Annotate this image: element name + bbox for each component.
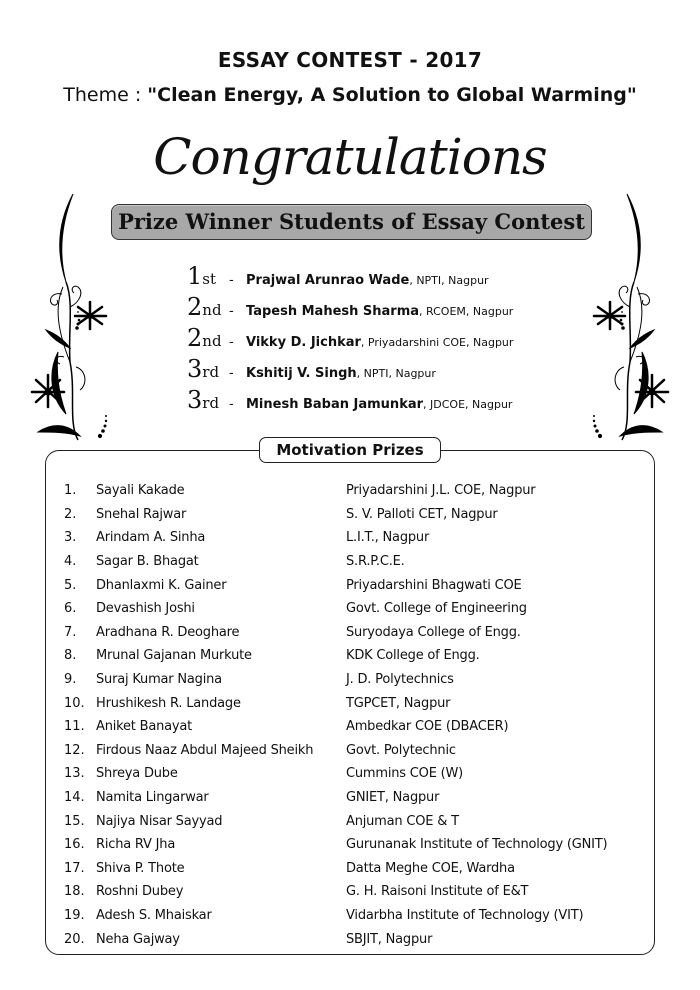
student-institute: Cummins COE (W) <box>346 766 464 782</box>
student-name: Shiva P. Thote <box>96 860 185 876</box>
student-name: Sayali Kakade <box>96 483 185 499</box>
motivation-prize-row <box>64 762 644 786</box>
rank-suffix: rd <box>202 394 220 412</box>
motivation-prize-row <box>64 691 644 715</box>
student-name: Devashish Joshi <box>96 601 195 617</box>
student-name: Shreya Dube <box>96 766 178 782</box>
winner-name: Kshitij V. Singh <box>246 366 357 381</box>
entry-number: 1. <box>64 483 77 499</box>
entry-number: 8. <box>64 648 77 664</box>
entry-number: 18. <box>64 884 85 900</box>
motivation-prize-row <box>64 573 644 597</box>
student-name: Richa RV Jha <box>96 837 176 853</box>
winner-rank <box>187 293 229 321</box>
student-name: Aniket Banayat <box>96 719 193 735</box>
student-name: Dhanlaxmi K. Gainer <box>96 577 227 593</box>
separator-dash: - <box>229 366 234 381</box>
rank-number: 3 <box>187 386 203 414</box>
motivation-prize-row <box>64 809 644 833</box>
entry-number: 11. <box>64 719 85 735</box>
entry-number: 2. <box>64 506 77 522</box>
student-institute: Gurunanak Institute of Technology (GNIT) <box>346 837 608 853</box>
theme-line <box>0 84 700 106</box>
student-institute: G. H. Raisoni Institute of E&T <box>346 884 529 900</box>
entry-number: 9. <box>64 672 77 688</box>
rank-number: 1 <box>187 262 203 290</box>
winner-name: Prajwal Arunrao Wade <box>246 273 410 288</box>
contest-title: ESSAY CONTEST - 2017 <box>217 48 483 72</box>
student-name: Snehal Rajwar <box>96 506 187 522</box>
student-name: Najiya Nisar Sayyad <box>96 813 223 829</box>
student-name: Adesh S. Mhaiskar <box>96 907 212 923</box>
entry-number: 14. <box>64 790 85 806</box>
winner-institute: , Priyadarshini COE, Nagpur <box>360 336 514 349</box>
student-name: Arindam A. Sinha <box>96 530 206 546</box>
winner-rank <box>187 324 229 352</box>
student-institute: TGPCET, Nagpur <box>346 695 451 711</box>
rank-suffix: st <box>202 270 217 288</box>
student-name: Neha Gajway <box>96 931 180 947</box>
rank-number: 2 <box>187 293 203 321</box>
winner-rank <box>187 262 229 290</box>
motivation-prizes-title: Motivation Prizes <box>259 437 441 463</box>
rank-suffix: nd <box>202 301 222 319</box>
winner-name: Tapesh Mahesh Sharma <box>246 304 420 319</box>
entry-number: 19. <box>64 907 85 923</box>
student-institute: Vidarbha Institute of Technology (VIT) <box>346 907 584 923</box>
motivation-prize-row <box>64 621 644 645</box>
entry-number: 12. <box>64 742 85 758</box>
prize-winner-banner: Prize Winner Students of Essay Contest <box>111 204 592 240</box>
entry-number: 13. <box>64 766 85 782</box>
separator-dash: - <box>229 397 234 412</box>
motivation-prize-row <box>64 668 644 692</box>
student-institute: Priyadarshini J.L. COE, Nagpur <box>346 483 536 499</box>
student-institute: Govt. Polytechnic <box>346 742 456 758</box>
student-institute: J. D. Polytechnics <box>346 672 454 688</box>
student-name: Suraj Kumar Nagina <box>96 672 222 688</box>
entry-number: 15. <box>64 813 85 829</box>
student-institute: Anjuman COE & T <box>346 813 459 829</box>
winner-institute: , JDCOE, Nagpur <box>423 398 513 411</box>
student-institute: L.I.T., Nagpur <box>346 530 430 546</box>
rank-number: 3 <box>187 355 203 383</box>
student-institute: Priyadarshini Bhagwati COE <box>346 577 522 593</box>
congratulations-heading: Congratulations <box>153 128 547 186</box>
motivation-prize-row <box>64 597 644 621</box>
motivation-prize-row <box>64 715 644 739</box>
winner-row <box>187 386 547 417</box>
theme-value: "Clean Energy, A Solution to Global Warming" <box>147 84 637 106</box>
winner-row <box>187 262 547 293</box>
entry-number: 3. <box>64 530 77 546</box>
winner-name: Vikky D. Jichkar <box>246 335 361 350</box>
entry-number: 16. <box>64 837 85 853</box>
entry-number: 17. <box>64 860 85 876</box>
motivation-prize-row <box>64 833 644 857</box>
student-institute: Ambedkar COE (DBACER) <box>346 719 509 735</box>
motivation-prize-row <box>64 550 644 574</box>
motivation-prize-row <box>64 786 644 810</box>
student-name: Roshni Dubey <box>96 884 184 900</box>
student-institute: Datta Meghe COE, Wardha <box>346 860 515 876</box>
student-institute: S. V. Palloti CET, Nagpur <box>346 506 498 522</box>
student-institute: Govt. College of Engineering <box>346 601 527 617</box>
student-institute: KDK College of Engg. <box>346 648 480 664</box>
motivation-prize-row <box>64 927 644 951</box>
winner-institute: , RCOEM, Nagpur <box>419 305 514 318</box>
entry-number: 6. <box>64 601 77 617</box>
motivation-prize-row <box>64 526 644 550</box>
entry-number: 10. <box>64 695 85 711</box>
motivation-prize-row <box>64 479 644 503</box>
winner-institute: , NPTI, Nagpur <box>409 274 489 287</box>
entry-number: 5. <box>64 577 77 593</box>
winner-rank <box>187 355 229 383</box>
student-name: Sagar B. Bhagat <box>96 554 199 570</box>
entry-number: 7. <box>64 624 77 640</box>
student-institute: SBJIT, Nagpur <box>346 931 433 947</box>
winner-row <box>187 355 547 386</box>
motivation-prize-row <box>64 880 644 904</box>
student-name: Mrunal Gajanan Murkute <box>96 648 252 664</box>
student-name: Hrushikesh R. Landage <box>96 695 241 711</box>
student-name: Firdous Naaz Abdul Majeed Sheikh <box>96 742 314 758</box>
rank-suffix: rd <box>202 363 220 381</box>
winner-name: Minesh Baban Jamunkar <box>246 397 424 412</box>
student-institute: Suryodaya College of Engg. <box>346 624 521 640</box>
student-institute: GNIET, Nagpur <box>346 790 440 806</box>
motivation-prize-row <box>64 503 644 527</box>
rank-number: 2 <box>187 324 203 352</box>
winner-row <box>187 324 547 355</box>
theme-label: Theme : <box>63 84 148 106</box>
student-name: Aradhana R. Deoghare <box>96 624 240 640</box>
student-name: Namita Lingarwar <box>96 790 209 806</box>
motivation-prize-row <box>64 904 644 928</box>
floral-vine-icon <box>582 192 682 444</box>
motivation-prize-row <box>64 857 644 881</box>
separator-dash: - <box>229 335 234 350</box>
floral-vine-icon <box>18 192 118 444</box>
separator-dash: - <box>229 273 234 288</box>
rank-suffix: nd <box>202 332 222 350</box>
motivation-prize-row <box>64 739 644 763</box>
motivation-prizes-list <box>64 479 644 951</box>
winner-institute: , NPTI, Nagpur <box>356 367 436 380</box>
motivation-prize-row <box>64 644 644 668</box>
student-institute: S.R.P.C.E. <box>346 554 405 570</box>
winner-rank <box>187 386 229 414</box>
separator-dash: - <box>229 304 234 319</box>
prize-winner-list <box>187 262 547 417</box>
winner-row <box>187 293 547 324</box>
entry-number: 20. <box>64 931 85 947</box>
entry-number: 4. <box>64 554 77 570</box>
